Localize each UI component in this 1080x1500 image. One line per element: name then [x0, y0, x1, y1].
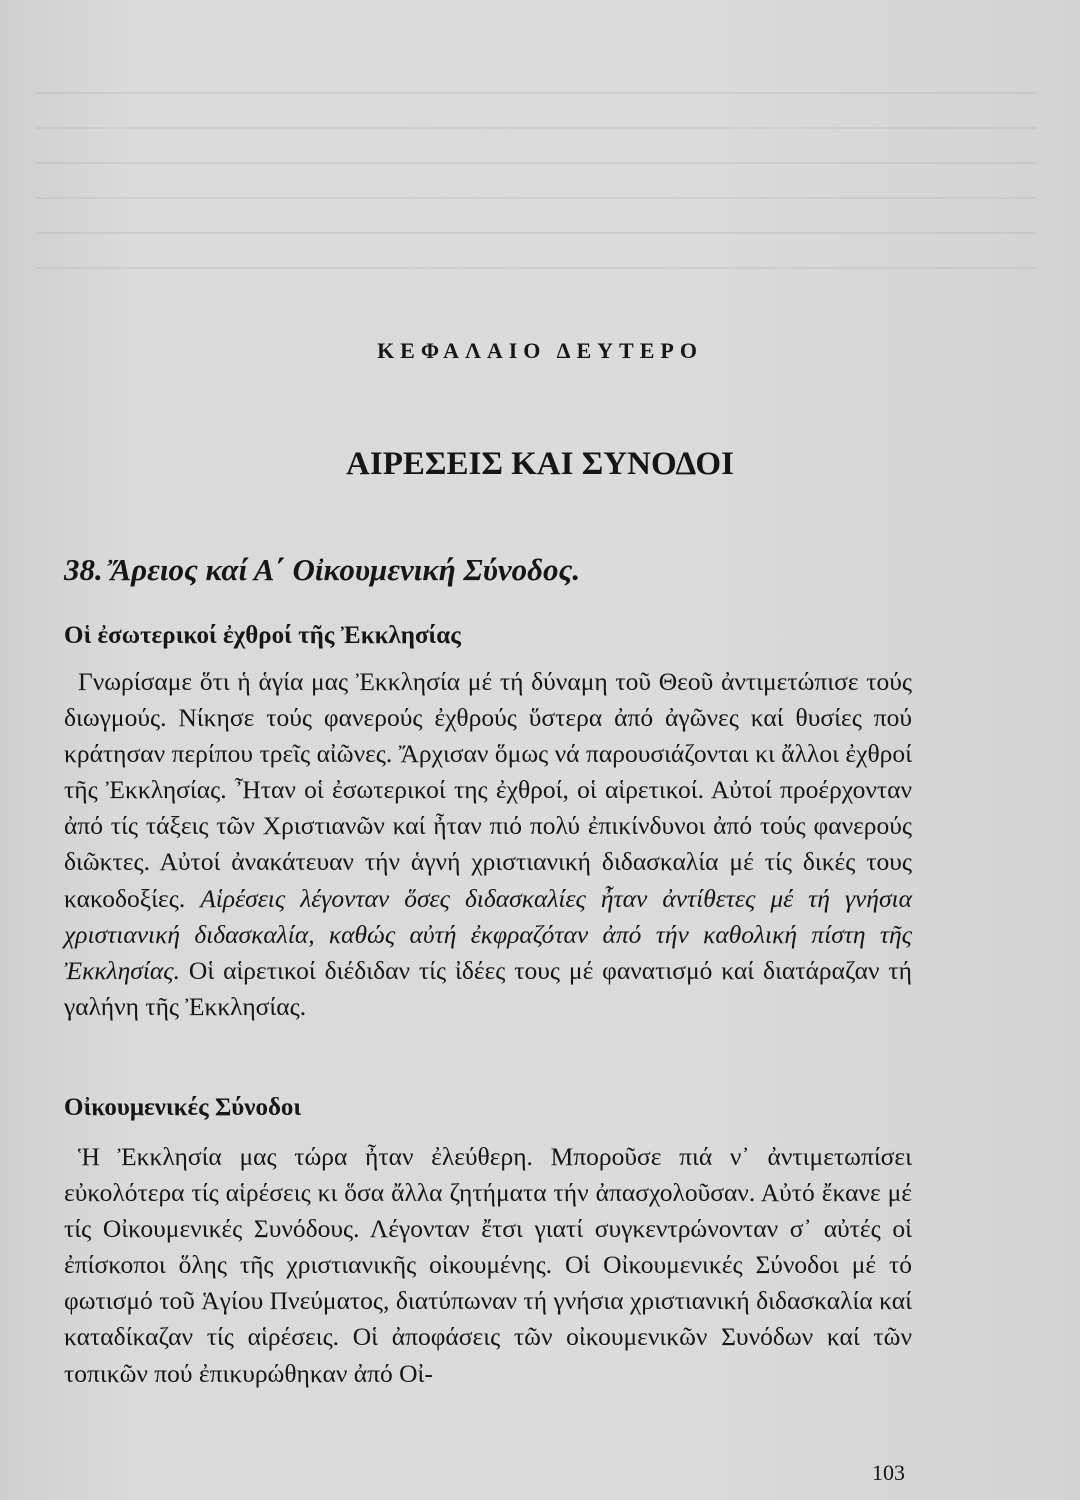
paragraph-internal-enemies: [64, 664, 912, 1025]
paragraph-ecumenical-councils: Ἡ Ἐκκλησία μας τώρα ἦταν ἐλεύθερη. Μποροῦσε πιά ν᾿ ἀντιμετωπίσει εὐκολότερα τίς αἱρέσεις κι ὅσα ἄλλα ζητήματα τήν ἀπασχολοῦσαν. Αὐτό ἔκανε μέ τίς Οἰκουμενικές Συνόδους. Λέγονταν ἔτσι γιατί συγκεντρώνονταν σ᾿ αὐτές οἱ ἐπίσκοποι ὅλης τῆς χριστιανικῆς οἰκουμένης. Οἱ Οἰκουμενικές Σύνοδοι μέ τό φωτισμό τοῦ Ἁγίου Πνεύματος, διατύπωναν τή γνήσια χριστιανική διδασκαλία καί καταδίκαζαν τίς αἱρέσεις. Οἱ ἀποφάσεις τῶν οἰκουμενικῶν Συνόδων καί τῶν τοπικῶν πού ἐπικυρώθηκαν ἀπό Οἰ-: [64, 1142, 912, 1388]
subheading-internal-enemies: Οἱ ἐσωτερικοί ἐχθροί τῆς Ἐκκλησίας: [64, 622, 461, 649]
paragraph-text: Οἱ αἱρετικοί διέδιδαν τίς ἰδέες τους μέ φανατισμό καί διατάραζαν τή γαλήνη τῆς Ἐκκλησίας.: [64, 955, 912, 1021]
page-number: 103: [872, 1460, 905, 1485]
paragraph-text: Γνωρίσαμε ὅτι ἡ ἁγία μας Ἐκκλησία μέ τή δύναμη τοῦ Θεοῦ ἀντιμετώπισε τούς διωγμούς. Νίκησε τούς φανερούς ἐχθρούς ὕστερα ἀπό ἀγῶνες καί θυσίες πού κράτησαν περίπου τρεῖς αἰῶνες. Ἄρχισαν ὅμως νά παρουσιάζονται κι ἄλλοι ἐχθροί τῆς Ἐκκλησίας. Ἦταν οἱ ἐσωτερικοί της ἐχθροί, οἱ αἱρετικοί. Αὐτοί προέρχονταν ἀπό τίς τάξεις τῶν Χριστιανῶν καί ἦταν πιό πολύ ἐπικίνδυνοι ἀπό τούς φανερούς διῶκτες. Αὐτοί ἀνακάτευαν τήν ἁγνή χριστιανική διδασκαλία μέ τίς δικές τους κακοδοξίες.: [64, 667, 912, 913]
heresy-definition: Αἱρέσεις λέγονταν ὅσες διδασκαλίες ἦταν ἀντίθετες μέ τή γνήσια χριστιανική διδασκαλία, καθώς αὐτή ἐκφραζόταν ἀπό τήν καθολική πίστη τῆς Ἐκκλησίας.: [64, 883, 913, 985]
show-through-text: [36, 70, 1036, 300]
chapter-label: ΚΕΦΑΛΑΙΟ ΔΕΥΤΕΡΟ: [377, 338, 703, 363]
section-title: 38. Ἄρειος καί Α΄ Οἰκουμενική Σύνοδος.: [64, 552, 581, 587]
subheading-ecumenical-councils: Οἰκουμενικές Σύνοδοι: [64, 1094, 302, 1121]
chapter-title: ΑΙΡΕΣΕΙΣ ΚΑΙ ΣΥΝΟΔΟΙ: [346, 446, 734, 482]
